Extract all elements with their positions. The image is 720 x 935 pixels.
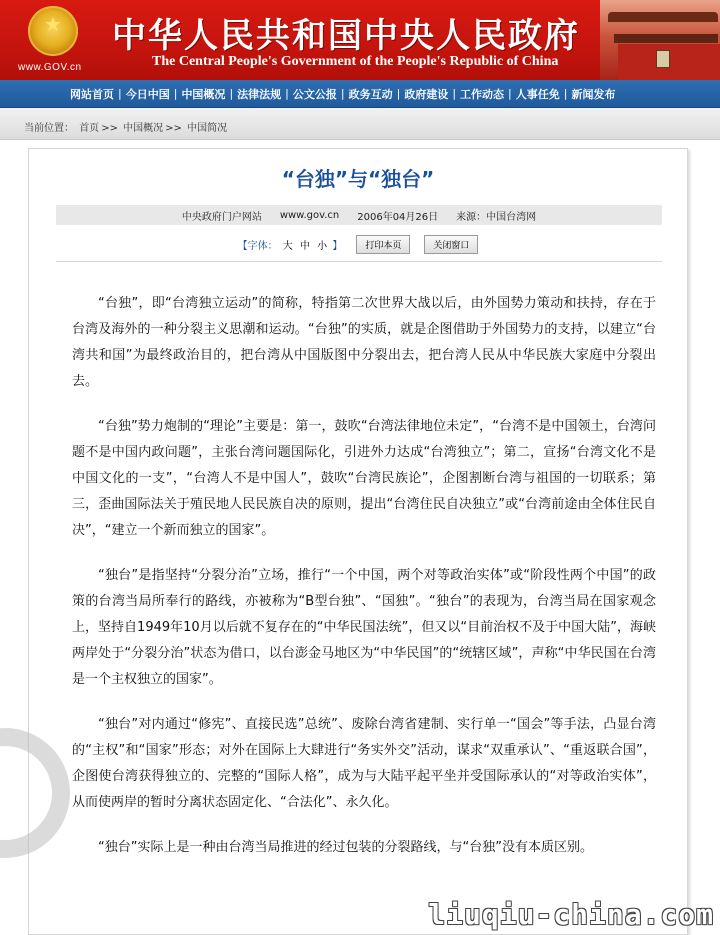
article-meta xyxy=(56,205,662,225)
nav-separator: | xyxy=(285,87,289,100)
breadcrumb-separator: >> xyxy=(165,123,182,134)
breadcrumb xyxy=(0,108,720,140)
nav-item-home[interactable]: 网站首页 xyxy=(70,87,114,101)
national-emblem-icon xyxy=(28,6,78,56)
nav-item-laws[interactable]: 法律法规 xyxy=(237,87,282,101)
nav-item-interaction[interactable]: 政务互动 xyxy=(348,87,393,101)
article-title: “台独”与“独台” xyxy=(281,167,435,191)
nav-item-today-china[interactable]: 今日中国 xyxy=(125,87,170,101)
meta-date: 2006年04月26日 xyxy=(357,211,439,223)
site-subtitle: The Central People's Government of the People's Republic of China xyxy=(152,54,559,69)
nav-separator: | xyxy=(396,87,401,100)
site-url: www.GOV.cn xyxy=(18,62,82,73)
article-paragraph: “独台”对内通过“修宪”、直接民选”总统”、废除台湾省建制、实行单一“国会”等手法，凸显台湾的“主权”和“国家”形态；对外在国际上大肆进行“务实外交”活动，谋求“双重承认”、“重返联合国”，企图使台湾获得独立的、完整的“国际人格”，成为与大陆平起平坐并受国际承认的“对等政治实体”，从而使两岸的暂时分离状态固定化、“合法化”、永久化。 xyxy=(72,717,656,810)
article-paragraph: “独台”实际上是一种由台湾当局推进的经过包装的分裂路线，与“台独”没有本质区别。 xyxy=(98,840,593,855)
tiananmen-gate-icon xyxy=(600,0,720,80)
nav-separator: | xyxy=(340,87,345,100)
nav-item-appointments[interactable]: 人事任免 xyxy=(515,87,560,101)
breadcrumb-home[interactable]: 首页 xyxy=(79,123,100,134)
site-header-banner xyxy=(0,0,720,80)
font-size-medium[interactable]: 中 xyxy=(299,240,310,252)
breadcrumb-china-brief[interactable]: 中国简况 xyxy=(187,123,228,134)
article-tools xyxy=(29,233,687,255)
breadcrumb-prefix: 当前位置： xyxy=(24,123,74,134)
nav-separator: | xyxy=(452,87,457,100)
font-size-suffix: 】 xyxy=(332,240,343,252)
site-title: 中华人民共和国中央人民政府 xyxy=(112,16,580,56)
nav-item-documents[interactable]: 公文公报 xyxy=(292,87,337,101)
close-window-button[interactable]: 关闭窗口 xyxy=(424,235,478,254)
font-size-control xyxy=(238,237,343,252)
main-nav xyxy=(0,80,720,108)
print-button[interactable]: 打印本页 xyxy=(356,235,410,254)
breadcrumb-china-overview[interactable]: 中国概况 xyxy=(123,123,164,134)
meta-url: www.gov.cn xyxy=(279,209,340,221)
nav-item-press[interactable]: 新闻发布 xyxy=(571,87,616,101)
watermark: liuqiu-china.com xyxy=(428,898,714,931)
nav-separator: | xyxy=(173,87,178,100)
nav-separator: | xyxy=(118,87,122,100)
article-paragraph: “台独”势力炮制的“理论”主要是：第一，鼓吹“台湾法律地位未定”，“台湾不是中国领土，台湾问题不是中国内政问题”，主张台湾问题国际化，引进外力达成“台湾独立”；第二，宣扬“台湾文化不是中国文化的一支”，“台湾人不是中国人”，鼓吹“台湾民族论”，企图割断台湾与祖国的一切联系；第三，歪曲国际法关于殖民地人民民族自决的原则，提出“台湾住民自决独立”或“台湾前途由全体住民自决”，“建立一个新而独立的国家”。 xyxy=(72,419,656,538)
font-size-small[interactable]: 小 xyxy=(317,240,328,252)
article-card xyxy=(28,148,688,935)
article-paragraph: “独台”是指坚持“分裂分治”立场，推行“一个中国，两个对等政治实体”或“阶段性两个中国”的政策的台湾当局所奉行的路线，亦被称为“B型台独”、“国独”。“独台”的表现为，台湾当局在国家观念上，坚持自1949年10月以后就不复存在的“中华民国法统”，但又以“目前治权不及于中国大陆”，海峡两岸处于“分裂分治”状态为借口，以台澎金马地区为“中华民国”的“统辖区域”，声称“中华民国在台湾是一个主权独立的国家”。 xyxy=(72,568,656,687)
divider xyxy=(56,261,662,262)
font-size-large[interactable]: 大 xyxy=(282,240,293,252)
nav-separator: | xyxy=(563,87,568,100)
meta-source: 来源：中国台湾网 xyxy=(456,211,537,223)
article-paragraph: “台独”，即“台湾独立运动”的简称，特指第二次世界大战以后，由外国势力策动和扶持，存在于台湾及海外的一种分裂主义思潮和运动。“台独”的实质，就是企图借助于外国势力的支持，以建立“台湾共和国”为最终政治目的，把台湾从中国版图中分裂出去，把台湾人民从中华民族大家庭中分裂出去。 xyxy=(72,296,656,389)
meta-publisher: 中央政府门户网站 xyxy=(181,211,262,223)
nav-separator: | xyxy=(508,87,512,100)
nav-item-china-overview[interactable]: 中国概况 xyxy=(181,87,226,101)
nav-separator: | xyxy=(229,87,234,100)
breadcrumb-separator: >> xyxy=(101,123,118,134)
font-size-prefix: 【字体： xyxy=(237,240,278,252)
nav-item-work-news[interactable]: 工作动态 xyxy=(460,87,505,101)
article-body xyxy=(72,291,656,880)
nav-item-government[interactable]: 政府建设 xyxy=(404,87,449,101)
